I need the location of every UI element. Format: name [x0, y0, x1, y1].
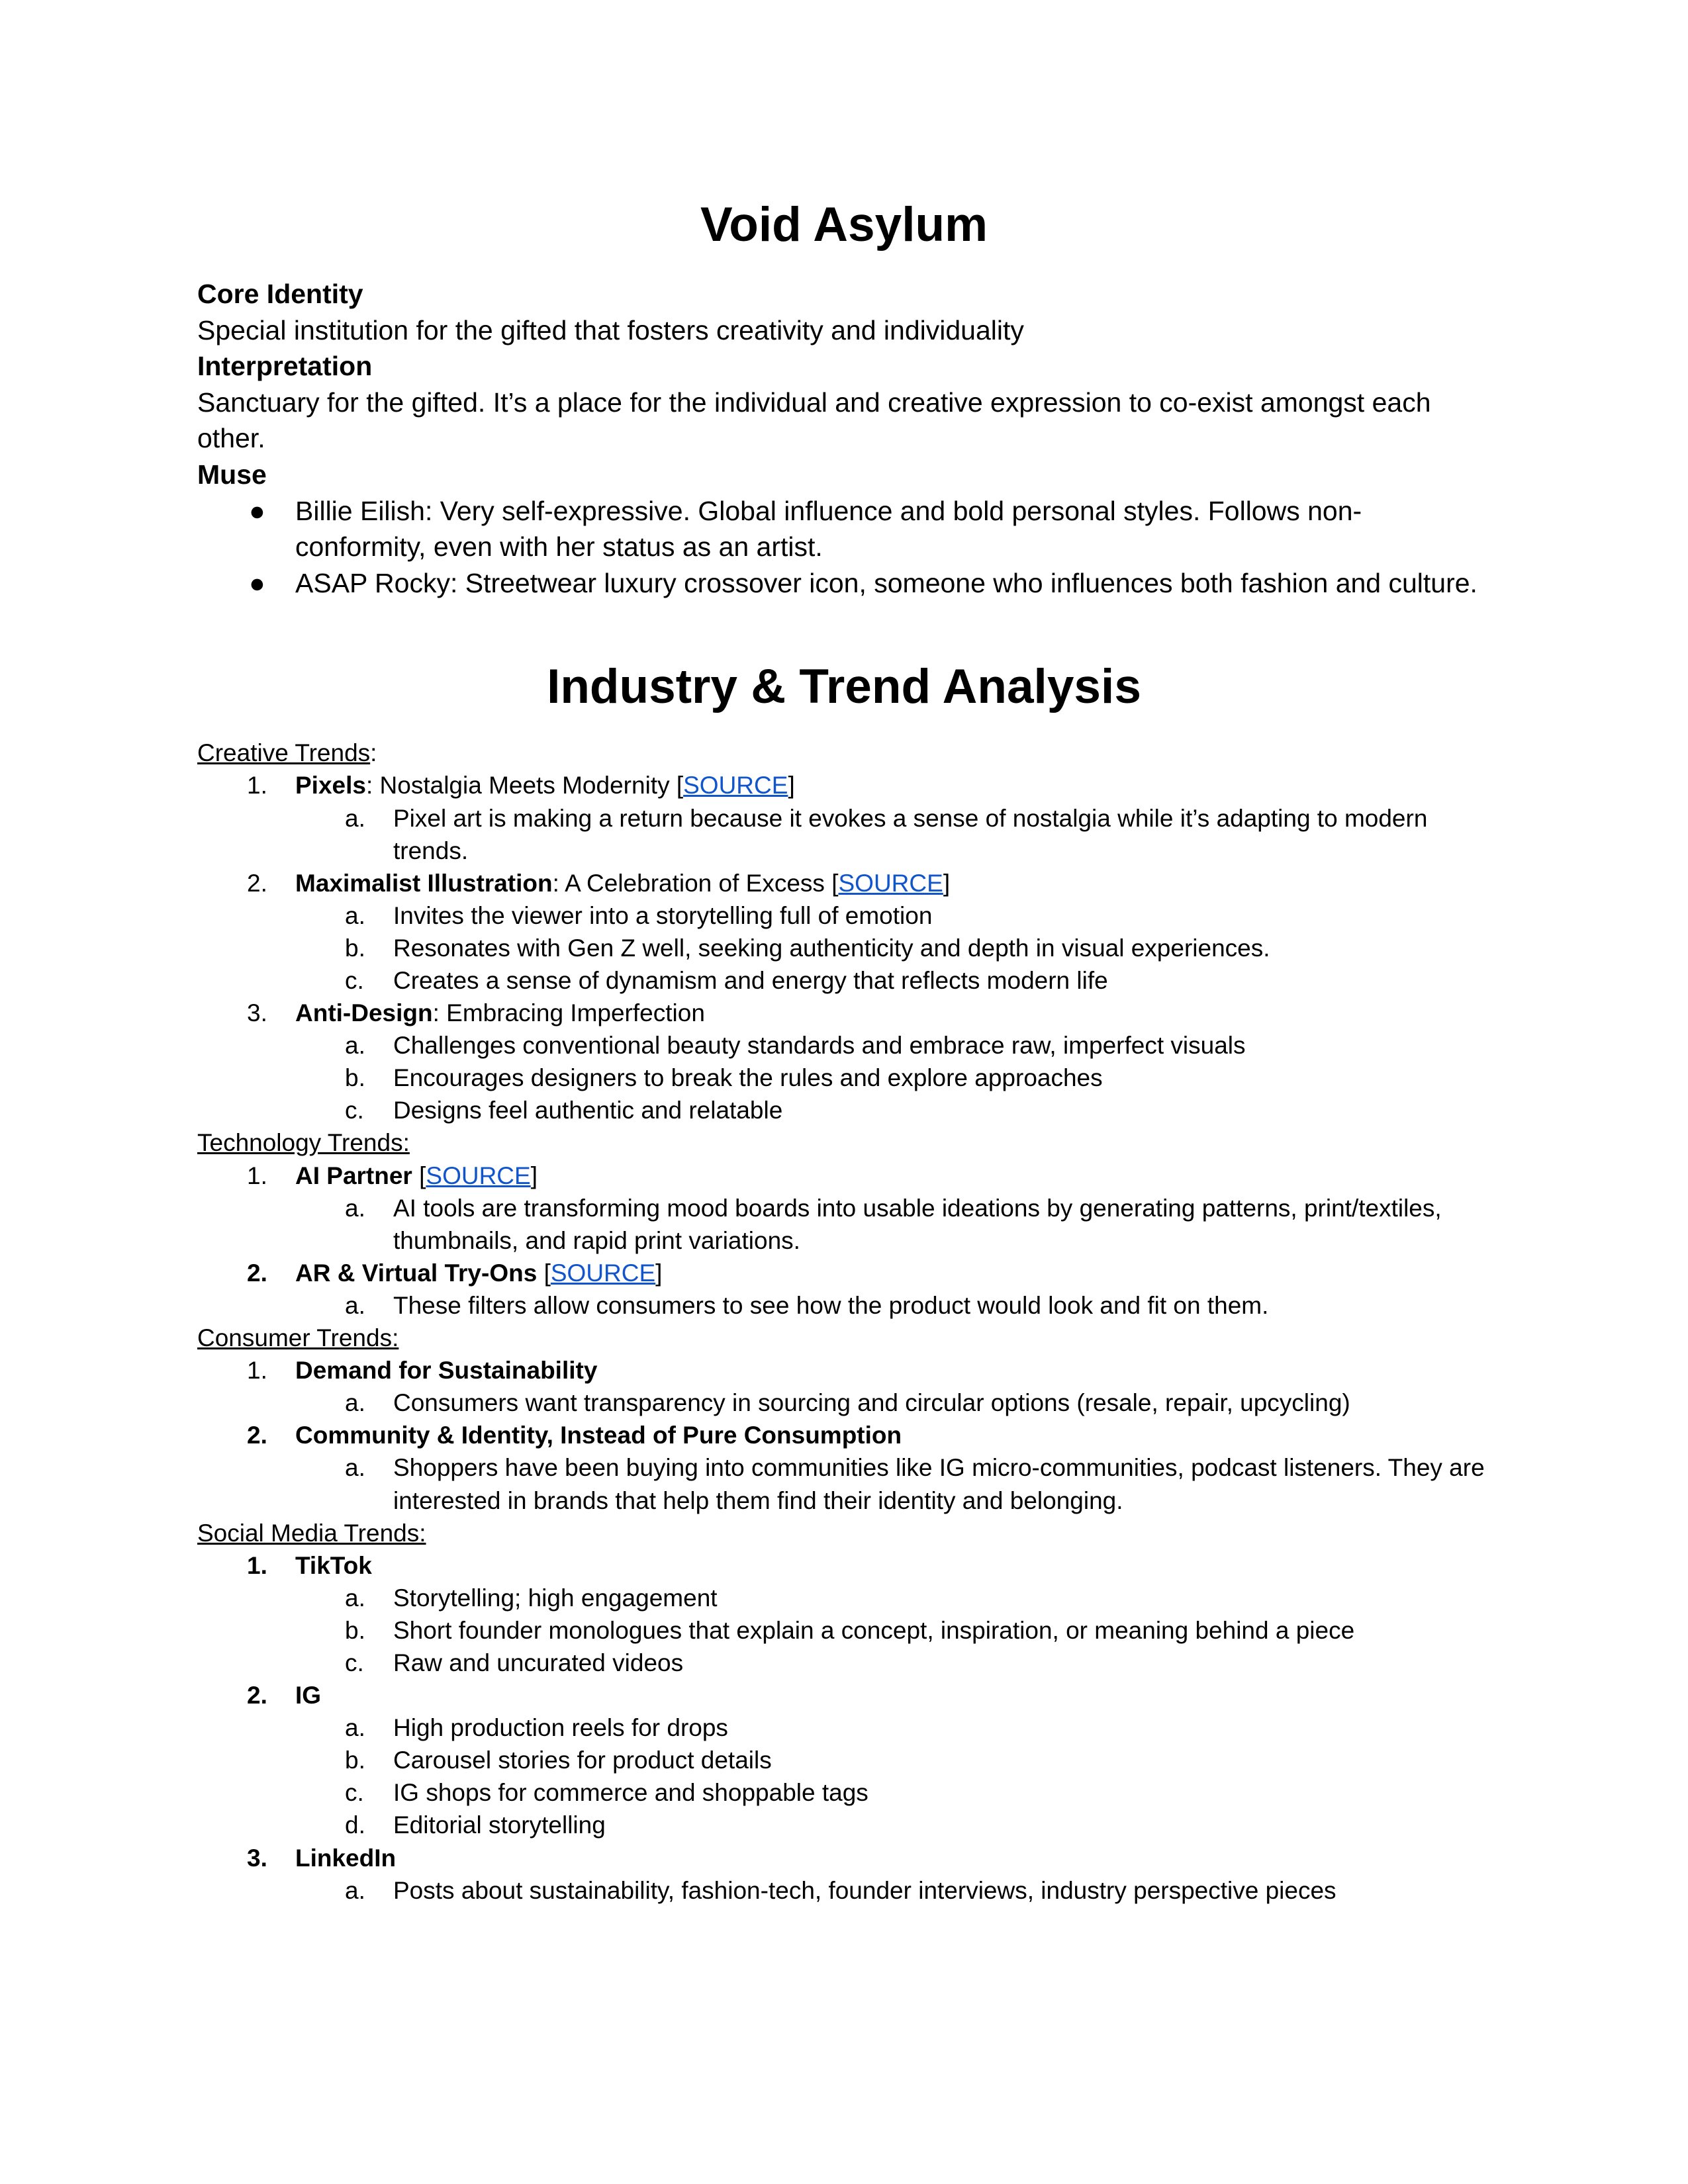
list-item-text: : Embracing Imperfection: [432, 999, 705, 1027]
list-item-text: : A Celebration of Excess [: [552, 869, 839, 897]
sub-list-letter: a.: [345, 901, 365, 929]
sub-list-text: Invites the viewer into a storytelling full of emotion: [393, 901, 933, 929]
sub-list-text: AI tools are transforming mood boards into usable ideations by generating patterns, print/textiles, thumbnails, and rapid print variations.: [393, 1194, 1442, 1254]
sub-list-text: These filters allow consumers to see how the product would look and fit on them.: [393, 1291, 1269, 1319]
technology-trends-heading: [197, 1126, 1491, 1159]
list-item-text: [: [537, 1259, 551, 1287]
brand-overview: [197, 276, 1491, 601]
sub-list-text: IG shops for commerce and shoppable tags: [393, 1779, 868, 1807]
sub-list-item: [197, 1744, 1491, 1776]
sub-list-letter: a.: [345, 1876, 365, 1904]
sub-list-item: [197, 1711, 1491, 1744]
sub-list-item: [197, 1289, 1491, 1322]
sub-list-letter: b.: [345, 1747, 365, 1774]
sub-list-letter: c.: [345, 1779, 364, 1807]
list-item: [197, 867, 1491, 899]
sub-list-item: [197, 1874, 1491, 1907]
sub-list-text: Pixel art is making a return because it evokes a sense of nostalgia while it’s adapting to modern trends.: [393, 804, 1428, 864]
muse-item: [197, 493, 1491, 565]
list-item-title: IG: [295, 1682, 322, 1709]
list-item-title: AR & Virtual Try-Ons: [295, 1259, 538, 1287]
muse-heading: Muse: [197, 459, 267, 490]
section-heading-text: Social Media Trends:: [197, 1519, 426, 1547]
list-item-title: LinkedIn: [295, 1844, 397, 1872]
sub-list-letter: b.: [345, 934, 365, 962]
list-item-text: [: [412, 1161, 426, 1189]
trend-analysis: [197, 737, 1491, 1906]
list-item-text: : Nostalgia Meets Modernity [: [365, 772, 684, 799]
sub-list-text: Resonates with Gen Z well, seeking authenticity and depth in visual experiences.: [393, 934, 1270, 962]
source-link[interactable]: SOURCE: [683, 772, 788, 799]
list-item: [197, 1160, 1491, 1192]
sub-list-text: Shoppers have been buying into communities like IG micro-communities, podcast listeners. They are interested in brands that help them find their identity and belonging.: [393, 1454, 1485, 1514]
sub-list-item: [197, 1614, 1491, 1647]
sub-list-text: Challenges conventional beauty standards and embrace raw, imperfect visuals: [393, 1032, 1246, 1060]
list-item: [197, 1549, 1491, 1582]
interpretation-heading: Interpretation: [197, 351, 373, 382]
list-item-title: Pixels: [295, 772, 366, 799]
muse-item-text: ASAP Rocky: Streetwear luxury crossover icon, someone who influences both fashion and culture.: [295, 567, 1477, 598]
sub-list-letter: a.: [345, 1291, 365, 1319]
sub-list-letter: a.: [345, 1454, 365, 1482]
sub-list-item: [197, 964, 1491, 997]
list-number: 1.: [247, 772, 267, 799]
sub-list-item: [197, 1776, 1491, 1809]
list-item: [197, 1842, 1491, 1874]
sub-list-text: Storytelling; high engagement: [393, 1584, 718, 1612]
sub-list-text: Creates a sense of dynamism and energy that reflects modern life: [393, 967, 1108, 994]
analysis-title: Industry & Trend Analysis: [547, 660, 1141, 714]
sub-list-text: Consumers want transparency in sourcing and circular options (resale, repair, upcycling): [393, 1389, 1350, 1417]
muse-item: [197, 565, 1491, 602]
list-item-title: TikTok: [295, 1551, 372, 1579]
sub-list-letter: a.: [345, 804, 365, 832]
social-media-trends-heading: [197, 1517, 1491, 1549]
sub-list-letter: b.: [345, 1616, 365, 1644]
list-item: [197, 1419, 1491, 1451]
list-item-title: Maximalist Illustration: [295, 869, 553, 897]
list-item-title: Community & Identity, Instead of Pure Consumption: [295, 1422, 902, 1449]
list-item-title: Anti-Design: [295, 999, 433, 1027]
sub-list-item: [197, 1582, 1491, 1614]
core-identity-heading: Core Identity: [197, 279, 363, 309]
sub-list-text: High production reels for drops: [393, 1714, 728, 1742]
sub-list-letter: b.: [345, 1064, 365, 1092]
sub-list-text: Carousel stories for product details: [393, 1747, 772, 1774]
bracket: ]: [943, 869, 951, 897]
sub-list-letter: c.: [345, 967, 364, 994]
sub-list-letter: c.: [345, 1649, 364, 1676]
sub-list-letter: a.: [345, 1032, 365, 1060]
source-link[interactable]: SOURCE: [426, 1161, 531, 1189]
sub-list-text: Encourages designers to break the rules and explore approaches: [393, 1064, 1103, 1092]
sub-list-text: Raw and uncurated videos: [393, 1649, 684, 1676]
sub-list-letter: d.: [345, 1811, 365, 1839]
list-item: [197, 997, 1491, 1029]
core-identity-text: Special institution for the gifted that fosters creativity and individuality: [197, 314, 1024, 345]
list-number: 1.: [247, 1357, 267, 1385]
source-link[interactable]: SOURCE: [550, 1259, 656, 1287]
sub-list-text: Short founder monologues that explain a concept, inspiration, or meaning behind a piece: [393, 1616, 1355, 1644]
sub-list-item: [197, 899, 1491, 932]
sub-list-item: [197, 1094, 1491, 1126]
sub-list-letter: a.: [345, 1194, 365, 1222]
sub-list-item: [197, 1062, 1491, 1094]
sub-list-text: Posts about sustainability, fashion-tech, founder interviews, industry perspective pieces: [393, 1876, 1336, 1904]
list-item-title: Demand for Sustainability: [295, 1357, 598, 1385]
list-item: [197, 1354, 1491, 1387]
creative-trends-heading: [197, 737, 1491, 769]
sub-list-letter: c.: [345, 1097, 364, 1124]
sub-list-letter: a.: [345, 1389, 365, 1417]
section-heading-text: Creative Trends: [197, 739, 371, 767]
list-item: [197, 769, 1491, 801]
sub-list-letter: a.: [345, 1584, 365, 1612]
list-number: 2.: [247, 1259, 267, 1287]
list-number: 2.: [247, 1422, 267, 1449]
list-item: [197, 1679, 1491, 1711]
bullet-icon: ●: [249, 567, 265, 598]
list-item-title: AI Partner: [295, 1161, 412, 1189]
list-number: 2.: [247, 869, 267, 897]
bracket: ]: [530, 1161, 538, 1189]
sub-list-letter: a.: [345, 1714, 365, 1742]
sub-list-item: [197, 1192, 1491, 1257]
list-number: 3.: [247, 999, 267, 1027]
interpretation-text: Sanctuary for the gifted. It’s a place for the individual and creative expression to co-exist amongst each other.: [197, 387, 1431, 454]
list-item: [197, 1257, 1491, 1289]
bracket: ]: [788, 772, 795, 799]
sub-list-item: [197, 1029, 1491, 1062]
sub-list-text: Editorial storytelling: [393, 1811, 606, 1839]
source-link[interactable]: SOURCE: [838, 869, 943, 897]
sub-list-item: [197, 1387, 1491, 1419]
sub-list-item: [197, 1809, 1491, 1841]
bullet-icon: ●: [249, 495, 265, 526]
list-number: 1.: [247, 1551, 267, 1579]
section-heading-colon: :: [370, 739, 377, 767]
list-number: 1.: [247, 1161, 267, 1189]
list-number: 3.: [247, 1844, 267, 1872]
consumer-trends-heading: [197, 1322, 1491, 1354]
section-heading-text: Technology Trends:: [197, 1129, 410, 1157]
bracket: ]: [655, 1259, 663, 1287]
list-number: 2.: [247, 1682, 267, 1709]
document-title: Void Asylum: [700, 198, 988, 251]
muse-item-text: Billie Eilish: Very self-expressive. Global influence and bold personal styles. Follows non-conformity, even with her status as an artist.: [295, 495, 1362, 563]
sub-list-text: Designs feel authentic and relatable: [393, 1097, 783, 1124]
section-heading-text: Consumer Trends:: [197, 1324, 399, 1352]
sub-list-item: [197, 1451, 1491, 1516]
sub-list-item: [197, 1647, 1491, 1679]
sub-list-item: [197, 802, 1491, 867]
sub-list-item: [197, 932, 1491, 964]
document-page: [197, 195, 1491, 1907]
